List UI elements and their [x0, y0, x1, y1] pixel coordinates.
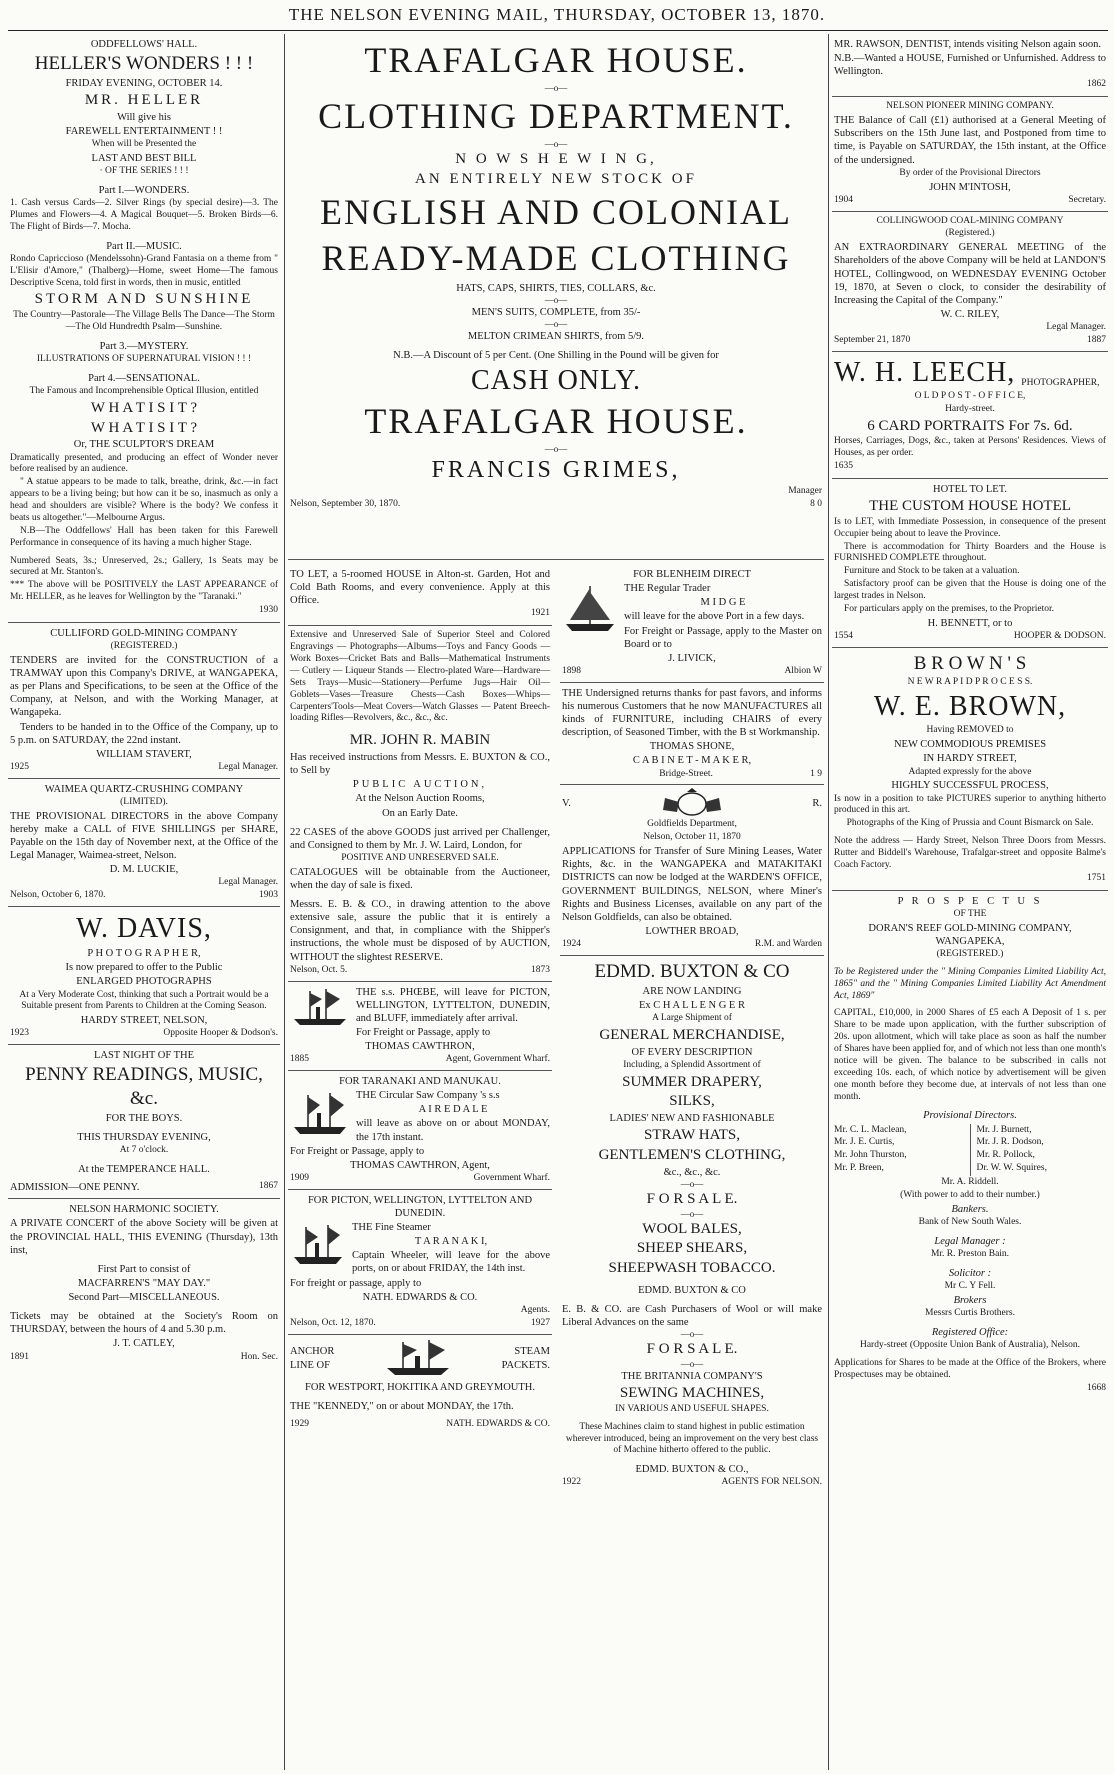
hotel-part: For particulars apply on the premises, to the Proprietor.: [844, 603, 1055, 614]
taranaki-title: FOR PICTON, WELLINGTON, LYTTELTON AND DUNEDIN.: [307, 1194, 533, 1219]
anchor-ad: [288, 1335, 552, 1435]
leech-cards: 6 CARD PORTRAITS For 7s. 6d.: [867, 417, 1073, 434]
harmonic-first: First Part to consist of: [97, 1263, 191, 1275]
column-2a: [288, 564, 552, 1770]
buxton-l3: A Large Shipment of: [652, 1012, 732, 1023]
harmonic-num: 1891: [10, 1351, 29, 1362]
culliford-title: CULLIFORD GOLD-MINING COMPANY: [50, 627, 238, 639]
blenheim-role: Albion W: [784, 665, 822, 676]
trafalgar-title-3: TRAFALGAR HOUSE.: [364, 401, 748, 441]
penny-ad: [8, 1045, 280, 1199]
heller-l3: When will be Presented the: [91, 139, 197, 149]
collingwood-ad: [832, 212, 1108, 352]
airedale-l1: THE Circular Saw Company 's s.s: [356, 1090, 500, 1102]
brown-l7: Photographs of the King of Prussia and Count Bismarck on Sale.: [846, 818, 1094, 829]
buxton-l5: OF EVERY DESCRIPTION: [631, 1046, 753, 1058]
dorans-bankers: Bank of New South Wales.: [918, 1216, 1022, 1227]
buxton-sig-2: EDMD. BUXTON & CO.,: [635, 1464, 749, 1476]
leech-street: Hardy-street.: [945, 403, 995, 414]
penny-title: PENNY READINGS, MUSIC, &c.: [25, 1064, 263, 1110]
blenheim-ship: M I D G E: [700, 597, 746, 609]
penny-time: At 7 o'clock.: [119, 1145, 169, 1156]
column-2: [288, 34, 824, 1770]
davis-name: W. DAVIS,: [76, 913, 212, 945]
trafalgar-date: Nelson, September 30, 1870.: [290, 498, 401, 509]
penny-l1: LAST NIGHT OF THE: [93, 1050, 195, 1062]
brown-l4: Adapted expressly for the above: [908, 766, 1032, 777]
dorans-brokers: Messrs Curtis Brothers.: [925, 1307, 1015, 1318]
davis-opp: Opposite Hooper & Dodson's.: [163, 1028, 278, 1039]
airedale-title: FOR TARANAKI AND MANUKAU.: [339, 1076, 501, 1087]
davis-ad: [8, 907, 280, 1045]
waimea-num: 1903: [259, 890, 278, 901]
anchor-sig: NATH. EDWARDS & CO.: [446, 1418, 550, 1429]
trafalgar-cash: CASH ONLY.: [470, 365, 642, 396]
mabin-l1: Has received instructions from Messrs. E. BUXTON & CO., to Sell by: [290, 752, 550, 777]
phoebe-body: THE s.s. PHŒBE, will leave for PICTON, WELLINGTON, LYTTELTON, DUNEDIN, and BLUFF, immediately after arrival.: [356, 986, 550, 1024]
leech-prof: PHOTOGRAPHER,: [1021, 377, 1100, 388]
trafalgar-l1: N O W S H E W I N G,: [455, 151, 657, 167]
harmonic-body: A PRIVATE CONCERT of the above Society will be given at the PROVINCIAL HALL, THIS EVENING (Thursday), 13th inst,: [10, 1218, 278, 1256]
leech-body: Horses, Carriages, Dogs, &c., taken at Persons' Residences. Views of Houses, as per order.: [834, 436, 1106, 459]
brown-name: W. E. BROWN,: [873, 691, 1067, 723]
heller-quote: " A statue appears to be made to talk, breathe, drink, &c.—in fact appears to be a living being; but how can it be so, inasmuch as only a head and shoulders are visible? Where is the body? We confess it beats us altogether."—Melbourne Argus.: [10, 477, 278, 523]
shone-body: THE Undersigned returns thanks for past favors, and informs his numerous Customers that he now MANUFACTURES all kinds of FURNITURE, including CHAIRS of every description, of Seasoned Timber, with the B st Workmanship.: [562, 687, 822, 739]
leech-name: W. H. LEECH,: [834, 356, 1016, 388]
goldfields-ad: [560, 785, 824, 956]
harmonic-second: Second Part—MISCELLANEOUS.: [68, 1292, 220, 1303]
mabin-catalogues: CATALOGUES will be obtainable from the Auctioneer, when the day of sale is fixed.: [290, 866, 550, 891]
anchor-body: THE "KENNEDY," on or about MONDAY, the 17th.: [290, 1400, 514, 1412]
goldfields-num: 1924: [562, 939, 581, 949]
dorans-solicitor: Mr C. Y Fell.: [944, 1280, 996, 1291]
heller-l1: Will give his: [117, 111, 171, 123]
davis-addr: HARDY STREET, NELSON,: [80, 1015, 208, 1027]
davis-l1: Is now prepared to offer to the Public: [65, 962, 223, 974]
dorans-directors-head: Provisional Directors.: [923, 1110, 1017, 1122]
column-rule-1: [284, 34, 285, 1770]
mabin-messrs: Messrs. E. B. & CO., in drawing attention to the above extensive sale, assure the public that it is entirely a Consignment, and that, in compliance with the Shipper's instructions, the whole must be disposed of by AUCTION, WITHOUT the slightest RESERVE.: [290, 899, 550, 963]
heller-l4: LAST AND BEST BILL: [91, 152, 197, 164]
director: Mr. R. Pollock,: [976, 1150, 1035, 1161]
ship-icon: [290, 1089, 350, 1139]
blenheim-num: 1898: [562, 665, 581, 676]
mabin-l4: On an Early Date.: [382, 807, 458, 819]
heller-storm-desc: The Country—Pastorale—The Village Bells The Dance—The Storm—The Old Hundredth Psalm—Sunshine.: [13, 310, 275, 332]
mabin-l3: At the Nelson Auction Rooms,: [355, 793, 485, 805]
trafalgar-ad: TRAFALGAR HOUSE. —o— CLOTHING DEPARTMENT. —o— N O W S H E W I N G, AN ENTIRELY NEW STOCK OF ENGLISH AND COLONIAL READY-MADE CLOTHING HATS, CAPS, SHIRTS, TIES, COLLARS, &c. —o— MEN'S SUITS, COMPLETE, from 35/- —o— MELTON CRIMEAN SHIRTS, from 5/9. N.B.—A Discount of 5 per Cent. (One Shilling in the Pound will be given for CASH ONLY. TRAFALGAR HOUSE. —o— FRANCIS GRIMES, Manager Nelson, September 30, 1870. 8 0: [288, 34, 824, 560]
dorans-apps: Applications for Shares to be made at the Office of the Brokers, where Prospectuses may be obtained.: [834, 1357, 1106, 1380]
trafalgar-l2: AN ENTIRELY NEW STOCK OF: [415, 170, 697, 187]
mabin-date: Nelson, Oct. 5.: [290, 964, 348, 975]
waimea-reg: (LIMITED).: [120, 796, 168, 807]
heller-ad: [8, 34, 280, 623]
waimea-sig: D. M. LUCKIE,: [109, 864, 179, 876]
heller-nb: N.B—The Oddfellows' Hall has been taken for this Farewell Performance in consequence of its having a much higher Stage.: [10, 525, 278, 548]
royal-crest-icon: [657, 788, 727, 818]
blenheim-ad: [560, 564, 824, 683]
buxton-sig-1: EDMD. BUXTON & CO: [638, 1284, 746, 1296]
masthead: THE NELSON EVENING MAIL, THURSDAY, OCTOBER 13, 1870.: [288, 5, 826, 24]
dorans-office: Hardy-street (Opposite Union Bank of Australia), Nelson.: [859, 1339, 1081, 1350]
penny-num: 1867: [259, 1181, 278, 1192]
buxton-shears: SHEEP SHEARS,: [636, 1240, 748, 1257]
rawson-ad: [832, 34, 1108, 97]
phoebe-num: 1885: [290, 1054, 309, 1065]
director: Mr. C. L. Maclean,: [834, 1124, 907, 1135]
goldfields-r: R.: [812, 797, 822, 809]
dorans-brokers-head: Brokers: [953, 1294, 987, 1306]
hotel-acc: There is accommodation for Thirty Boarders and the House is FURNISHED COMPLETE throughout.: [834, 541, 1106, 564]
penny-when: THIS THURSDAY EVENING,: [77, 1132, 211, 1143]
director: Mr. J. Burnett,: [976, 1124, 1032, 1135]
airedale-freight: For Freight or Passage, apply to: [290, 1145, 425, 1157]
pioneer-ad: [832, 97, 1108, 211]
buxton-sheepwash: SHEEPWASH TOBACCO.: [608, 1260, 776, 1276]
mabin-positive: POSITIVE AND UNRESERVED SALE.: [341, 852, 499, 863]
phoebe-freight: For Freight or Passage, apply to: [356, 1026, 491, 1038]
taranaki-ad: [288, 1190, 552, 1335]
pioneer-num: 1904: [834, 194, 853, 205]
harmonic-tickets: Tickets may be obtained at the Society's Room on THURSDAY, between the hours of 4 and 5.30 p.m.: [10, 1311, 278, 1336]
trafalgar-l3: ENGLISH AND COLONIAL: [320, 191, 792, 232]
airedale-ship: A I R E D A L E: [418, 1104, 488, 1116]
buxton-sale-2: F O R S A L E.: [646, 1341, 738, 1358]
rawson-num: 1862: [1087, 79, 1106, 90]
trafalgar-l7: MELTON CRIMEAN SHIRTS, from 5/9.: [467, 330, 645, 342]
davis-prof: P H O T O G R A P H E R,: [87, 948, 201, 960]
collingwood-sig: W. C. RILEY,: [940, 308, 1000, 320]
heller-storm: STORM AND SUNSHINE: [34, 291, 254, 308]
dorans-capital: CAPITAL, £10,000, in 2000 Shares of £5 each A Deposit of 1 s. per Share to be made upon application, with the further subscription of 20s. upon allotment, which will take place as soon as half the number of Shares have been applied for, and of which not less than one month's notice will be given. The balance to be subscribed in calls not exceeding 10s. each, of which notice by advertisement will be given one month before they become due, at intervals of not less than one month.: [834, 1008, 1107, 1102]
culliford-reg: (REGISTERED.): [110, 641, 178, 651]
blenheim-title: FOR BLENHEIM DIRECT: [633, 569, 751, 580]
taranaki-freight: For freight or passage, apply to: [290, 1277, 422, 1289]
hotel-name: THE CUSTOM HOUSE HOTEL: [869, 498, 1071, 514]
trafalgar-nb: N.B.—A Discount of 5 per Cent. (One Shilling in the Pound will be given for: [393, 349, 719, 361]
heller-part1: 1. Cash versus Cards—2. Silver Rings (by special desire)—3. The Plumes and Flowers—4. A Magical Bouquet—5. Broken Birds—6. The Flight of Birds—7. Mocha.: [10, 198, 278, 232]
ship-icon: [290, 985, 350, 1029]
director: Mr. P. Breen,: [834, 1163, 884, 1174]
blenheim-l2: will leave for the above Port in a few days.: [624, 611, 805, 623]
buxton-l8: SILKS,: [669, 1093, 715, 1110]
buxton-l12: &c., &c., &c.: [663, 1166, 721, 1178]
brown-l3: IN HARDY STREET,: [923, 753, 1017, 765]
mabin-num: 1873: [531, 964, 550, 975]
goldfields-v: V.: [562, 797, 571, 809]
anchor-l2: LINE OF: [290, 1360, 330, 1371]
column-2b: [560, 564, 824, 1770]
phoebe-role: Agent, Government Wharf.: [445, 1054, 550, 1065]
collingwood-title: COLLINGWOOD COAL-MINING COMPANY: [876, 215, 1064, 226]
dorans-office-head: Registered Office:: [931, 1326, 1009, 1338]
waimea-ad: [8, 779, 280, 907]
buxton-l6: Including, a Splendid Assortment of: [623, 1059, 761, 1070]
culliford-body: TENDERS are invited for the CONSTRUCTION of a TRAMWAY upon this Company's DRIVE, at WANGAPEKA, as per Plans and Specifications, to be seen at the Office of the Company, at Nelson, and with the Working Manager, at Wangapeka.: [10, 654, 278, 719]
penny-for: FOR THE BOYS.: [105, 1112, 183, 1124]
hotel-sat: Satisfactory proof can be given that the House is doing one of the largest trades in Nelson.: [834, 579, 1106, 601]
phoebe-sig: THOMAS CAWTHRON,: [365, 1041, 475, 1052]
anchor-num: 1929: [290, 1418, 309, 1429]
leech-num: 1635: [834, 461, 853, 471]
anchor-l1: ANCHOR: [290, 1345, 335, 1357]
airedale-sig: THOMAS CAWTHRON, Agent,: [350, 1159, 490, 1171]
shone-ad: [560, 683, 824, 786]
dorans-title: P R O S P E C T U S: [897, 895, 1043, 907]
heller-part3: ILLUSTRATIONS OF SUPERNATURAL VISION ! ! !: [36, 354, 252, 364]
pioneer-order: By order of the Provisional Directors: [899, 167, 1041, 178]
collingwood-body: AN EXTRAORDINARY GENERAL MEETING of the Shareholders of the above Company will be held at LANDON'S HOTEL, Collingwood, on WEDNESDAY EVENING October 19, 1870, at Seven o clock, to consider the desirability of Increasing the Capital of the Company.": [834, 242, 1106, 306]
dorans-directors: [834, 1124, 1106, 1177]
pioneer-sig: JOHN M'INTOSH,: [929, 181, 1011, 193]
taranaki-sig: NATH. EDWARDS & CO.: [362, 1291, 478, 1303]
brown-l6: Is now in a position to take PICTURES superior to anything hitherto produced in this art.: [834, 793, 1106, 816]
heller-title: HELLER'S WONDERS ! ! !: [34, 53, 254, 75]
shone-num: 1 9: [810, 768, 822, 779]
brown-sub: N E W R A P I D P R O C E S S.: [907, 676, 1033, 687]
trafalgar-num: 8 0: [810, 498, 822, 509]
tolet-num: 1921: [531, 608, 550, 619]
trafalgar-title-2: CLOTHING DEPARTMENT.: [318, 96, 794, 136]
buxton-eb: E. B. & CO. are Cash Purchasers of Wool or will make Liberal Advances on the same: [562, 1303, 822, 1328]
heller-l2: FAREWELL ENTERTAINMENT ! !: [65, 125, 223, 137]
buxton-ad: EDMD. BUXTON & CO ARE NOW LANDING Ex C H A L L E N G E R A Large Shipment of GENERAL MERCHANDISE, OF EVERY DESCRIPTION Including, a Splendid Assortment of SUMMER DRAPERY, SILKS, LADIES' NEW AND FASHIONABLE STRAW HATS, GENTLEMEN'S CLOTHING, &c., &c., &c. —o— F O R S A L E. —o— WOOL BALES, SHEEP SHEARS, SHEEPWASH TOBACCO. EDMD. BUXTON & CO E. B. & CO. are Cash Purchasers of Wool or will make Liberal Advances on the same —o— F O R S A L E. —o— THE BRITANNIA COMPANY'S SEWING MACHINES, IN VARIOUS AND USEFUL SHAPES. These Machines claim to stand highest in public estimation wherever introduced, being an improvement on the very best class of Machine hitherto offered to the public. EDMD. BUXTON & CO., 1922 AGENTS FOR NELSON.: [562, 960, 822, 1488]
trafalgar-l4: READY-MADE CLOTHING: [321, 237, 791, 278]
pioneer-body: THE Balance of Call (£1) authorised at a General Meeting of Subscribers on the 15th June last, and Postponed from time to time, is Payable on SATURDAY, the 15th instant, at the Office of the undersigned.: [834, 115, 1106, 166]
mabin-ad: [288, 626, 552, 981]
heller-venue: ODDFELLOWS' HALL.: [90, 39, 198, 50]
culliford-role: Legal Manager.: [218, 761, 278, 772]
director: Dr. W. W. Squires,: [976, 1163, 1047, 1174]
heller-performer: MR. HELLER: [84, 92, 204, 108]
harmonic-sig: J. T. CATLEY,: [113, 1338, 175, 1350]
heller-part3-head: Part 3.—MYSTERY.: [99, 340, 189, 352]
culliford-num: 1925: [10, 761, 29, 772]
taranaki-date: Nelson, Oct. 12, 1870.: [290, 1317, 376, 1328]
buxton-l2: Ex C H A L L E N G E R: [639, 999, 745, 1011]
airedale-ad: [288, 1071, 552, 1190]
leech-ad: [832, 352, 1108, 479]
brown-ad: [832, 648, 1108, 891]
heller-part4: The Famous and Incomprehensible Optical Illusion, entitled: [29, 386, 259, 396]
tolet-ad: [288, 564, 552, 626]
goldfields-role: R.M. and Warden: [754, 939, 822, 949]
brown-l2: NEW COMMODIOUS PREMISES: [893, 739, 1047, 751]
heller-part1-head: Part I.—WONDERS.: [98, 184, 190, 196]
buxton-wool: WOOL BALES,: [642, 1220, 742, 1237]
goldfields-sig: LOWTHER BROAD,: [645, 925, 739, 937]
heller-desc: Dramatically presented, and producing an effect of Wonder never before realised by an audience.: [10, 452, 278, 475]
heller-l5: · OF THE SERIES ! ! !: [99, 166, 189, 176]
buxton-num: 1922: [562, 1477, 581, 1488]
waimea-title: WAIMEA QUARTZ-CRUSHING COMPANY: [44, 783, 244, 795]
brown-num: 1751: [1087, 872, 1106, 883]
shone-sig: THOMAS SHONE,: [649, 741, 735, 753]
director: Mr. J. E. Curtis,: [834, 1137, 895, 1148]
airedale-l2: will leave as above on or about MONDAY, the 17th instant.: [356, 1118, 550, 1143]
taranaki-ship: T A R A N A K I,: [414, 1236, 488, 1248]
buxton-l4: GENERAL MERCHANDISE,: [599, 1026, 785, 1043]
dorans-solicitor-head: Solicitor :: [948, 1267, 992, 1279]
brown-note: Note the address — Hardy Street, Nelson Three Doors from Messrs. Rutter and Biddell's Warehouse, Trafalgar-street and opposite Balme's Coach Factory.: [834, 836, 1106, 870]
trafalgar-manager: Manager: [788, 486, 822, 496]
airedale-num: 1909: [290, 1172, 309, 1183]
culliford-sig: WILLIAM STAVERT,: [96, 748, 192, 760]
ship-icon: [562, 582, 618, 636]
buxton-l11: GENTLEMEN'S CLOTHING,: [598, 1146, 786, 1163]
engravings-body: Extensive and Unreserved Sale of Superior Steel and Colored Engravings — Photographs—Albums—Toys and Fancy Goods —Work Boxes—Cricket Bats and Balls—Mathematical Instruments — Cutlery — Liqueur Stands — Electro-plated Ware—Hardware—Sets Trays—Music—Stationery—Perfume Jugs—Hair Oil—Goblets—Vases—Treasure Chests—Cash Boxes—Whips—Carpenters'Tools—Meat Covers—Watch Glasses — Patent Breech-loading Rifles—Revolvers, &c., &c., &c.: [290, 630, 550, 724]
heller-what-1: W H A T I S I T ?: [90, 399, 198, 416]
blenheim-freight: For Freight or Passage, apply to the Master on Board or to: [624, 625, 822, 650]
hotel-ad: [832, 479, 1108, 648]
hotel-sig2: HOOPER & DODSON.: [1013, 630, 1106, 641]
dorans-power: (With power to add to their number.): [900, 1189, 1040, 1200]
dorans-name: DORAN'S REEF GOLD-MINING COMPANY, WANGAPEKA,: [868, 922, 1072, 947]
anchor-r1: STEAM: [514, 1345, 550, 1357]
dorans-legal-head: Legal Manager :: [934, 1235, 1006, 1247]
buxton-name: EDMD. BUXTON & CO: [594, 960, 790, 982]
dorans-reg2: To be Registered under the " Mining Companies Limited Liability Act, 1865" and the " Mining Companies Limited Liability Act Amendment Act, 1869": [834, 966, 1106, 1001]
heller-sculptor: Or, THE SCULPTOR'S DREAM: [73, 439, 215, 451]
blenheim-sig: J. LIVICK,: [668, 652, 716, 664]
heller-part4-head: Part 4.—SENSATIONAL.: [88, 372, 200, 384]
trafalgar-l6: MEN'S SUITS, COMPLETE, from 35/-: [471, 306, 641, 318]
mabin-l2: PUBLIC AUCTION,: [352, 779, 488, 791]
buxton-claim: These Machines claim to stand highest in public estimation wherever introduced, being an improvement on the very best class of Machine hitherto offered to the public.: [565, 1421, 819, 1456]
mabin-name: MR. JOHN R. MABIN: [349, 732, 491, 749]
goldfields-body: APPLICATIONS for Transfer of Sure Mining Leases, Water Rights, &c. in the WANGAPEKA and MATAKITAKI DISTRICTS can now be lodged at the WARDEN'S OFFICE, GOVERNMENT BUILDINGS, NELSON, where Miner's Rights and Business Licenses, available on any part of the Nelson Goldfields, can also be obtained.: [562, 846, 822, 923]
hotel-body: Is to LET, with Immediate Possession, in consequence of the present Occupier being about to leave the Province.: [834, 516, 1106, 539]
buxton-britannia: THE BRITANNIA COMPANY'S: [621, 1370, 763, 1382]
dorans-legal: Mr. R. Preston Bain.: [930, 1248, 1010, 1259]
shone-prof: C A B I N E T - M A K E R,: [632, 755, 752, 767]
rawson-body: MR. RAWSON, DENTIST, intends visiting Nelson again soon.: [834, 39, 1101, 50]
airedale-role: Government Wharf.: [473, 1172, 550, 1183]
penny-adm: ADMISSION—ONE PENNY.: [10, 1182, 140, 1194]
buxton-l1: ARE NOW LANDING: [642, 985, 742, 997]
brown-l1: Having REMOVED to: [926, 725, 1014, 736]
culliford-ad: [8, 623, 280, 779]
collingwood-reg: (Registered.): [945, 228, 995, 239]
pioneer-title: NELSON PIONEER MINING COMPANY.: [886, 101, 1054, 112]
heller-last: *** The above will be POSITIVELY the LAST APPEARANCE of Mr. HELLER, as he leaves for Wellington by the "Taranaki.": [10, 580, 278, 603]
taranaki-l1: THE Fine Steamer: [352, 1222, 431, 1233]
goldfields-dept: Goldfields Department,: [647, 819, 737, 830]
heller-what-2: W H A T I S I T ?: [90, 419, 198, 436]
heller-seats: Numbered Seats, 3s.; Unreserved, 2s.; Gallery, 1s Seats may be secured at Mr. Stanton's.: [10, 555, 278, 578]
director: Mr. John Thurston,: [834, 1150, 907, 1161]
shone-addr: Bridge-Street.: [659, 768, 713, 779]
heller-part2: Rondo Capriccioso (Mendelssohn)-Grand Fantasia on a theme from " L'Elisir d'Amore," (Thalberg)—Home, sweet Home—The famous Descriptive Scena, told first in words, then in music, entitled: [10, 253, 278, 288]
column-3: [832, 34, 1108, 1770]
harmonic-title: NELSON HARMONIC SOCIETY.: [69, 1204, 219, 1216]
heller-num: 1930: [259, 605, 278, 615]
taranaki-num: 1927: [531, 1317, 550, 1328]
brown-l5: HIGHLY SUCCESSFUL PROCESS,: [891, 780, 1049, 792]
waimea-body: THE PROVISIONAL DIRECTORS in the above Company hereby make a CALL of FIVE SHILLINGS per SHARE, Payable on the 15th day of November next, at the Office of the Legal Manager, Waimea-street, Nelson.: [10, 810, 278, 862]
hotel-furn: Furniture and Stock to be taken at a valuation.: [844, 566, 1020, 577]
dorans-bankers-head: Bankers.: [951, 1203, 989, 1215]
trafalgar-title-1: TRAFALGAR HOUSE.: [364, 40, 748, 80]
buxton-l9: LADIES' NEW AND FASHIONABLE: [609, 1113, 775, 1124]
mabin-cases: 22 CASES of the above GOODS just arrived per Challenger, and Consigned to them by Mr. J. W. Laird, London, for: [290, 826, 550, 851]
buxton-sewing: SEWING MACHINES,: [619, 1385, 765, 1401]
phoebe-ad: [288, 982, 552, 1072]
column-rule-2: [828, 34, 829, 1770]
waimea-date: Nelson, October 6, 1870.: [10, 890, 106, 901]
buxton-sale-1: F O R S A L E.: [646, 1190, 738, 1207]
davis-num: 1923: [10, 1028, 29, 1039]
leech-office: O L D P O S T - O F F I C E,: [914, 390, 1026, 401]
trafalgar-l5: HATS, CAPS, SHIRTS, TIES, COLLARS, &c.: [456, 282, 656, 294]
culliford-body2: Tenders to be handed in to the Office of the Company, up to 5 p.m. on SATURDAY, the 22nd instant.: [10, 721, 278, 746]
hotel-sig: H. BENNETT, or to: [927, 617, 1013, 629]
dorans-reg: (REGISTERED.): [936, 948, 1004, 959]
hotel-num: 1554: [834, 630, 853, 641]
collingwood-role: Legal Manager.: [1046, 322, 1106, 332]
anchor-r2: PACKETS.: [501, 1360, 550, 1371]
heller-part2-head: Part II.—MUSIC.: [106, 240, 182, 252]
ship-icon: [290, 1221, 346, 1269]
hotel-title: HOTEL TO LET.: [933, 483, 1007, 495]
harmonic-ad: [8, 1199, 280, 1367]
collingwood-date: September 21, 1870: [834, 334, 911, 345]
goldfields-date: Nelson, October 11, 1870: [643, 832, 741, 843]
director: Mr. J. R. Dodson,: [976, 1137, 1044, 1148]
dorans-ad: [832, 891, 1108, 1400]
davis-l3: At a Very Moderate Cost, thinking that such a Portrait would be a Suitable present from Parents to Children at the Coming Season.: [19, 989, 269, 1012]
dorans-riddell: Mr. A. Riddell.: [941, 1177, 999, 1187]
harmonic-may: MACFARREN'S "MAY DAY.": [77, 1277, 211, 1289]
dorans-num: 1668: [1087, 1382, 1106, 1393]
taranaki-role: Agents.: [520, 1304, 550, 1315]
heller-date: FRIDAY EVENING, OCTOBER 14.: [65, 77, 223, 89]
masthead-rule: [8, 30, 1108, 31]
harmonic-role: Hon. Sec.: [240, 1351, 278, 1362]
buxton-l7: SUMMER DRAPERY,: [622, 1073, 762, 1090]
tolet-body: TO LET, a 5-roomed HOUSE in Alton-st. Garden, Hot and Cold Bath Rooms, and every convenience. Apply at this Office.: [290, 569, 550, 607]
brown-title: B R O W N ' S: [913, 652, 1027, 674]
taranaki-l2: Captain Wheeler, will leave for the above ports, on or about FRIDAY, the 14th inst.: [352, 1250, 550, 1275]
ship-icon: [383, 1338, 453, 1380]
davis-l2: ENLARGED PHOTOGRAPHS: [76, 976, 212, 988]
penny-where: At the TEMPERANCE HALL.: [78, 1164, 210, 1175]
pioneer-role: Secretary.: [1068, 194, 1106, 205]
buxton-agents: AGENTS FOR NELSON.: [721, 1477, 822, 1488]
dorans-of: OF THE: [953, 908, 987, 919]
waimea-role: Legal Manager.: [218, 877, 278, 888]
rawson-nb: N.B.—Wanted a HOUSE, Furnished or Unfurnished. Address to Wellington.: [834, 53, 1106, 78]
anchor-for: FOR WESTPORT, HOKITIKA AND GREYMOUTH.: [305, 1381, 535, 1393]
collingwood-num: 1887: [1087, 334, 1106, 345]
blenheim-l1: THE Regular Trader: [624, 583, 711, 595]
column-1: [8, 34, 280, 1770]
trafalgar-name: FRANCIS GRIMES,: [431, 457, 681, 483]
buxton-l10: STRAW HATS,: [643, 1127, 741, 1144]
buxton-various: IN VARIOUS AND USEFUL SHAPES.: [615, 1403, 769, 1414]
